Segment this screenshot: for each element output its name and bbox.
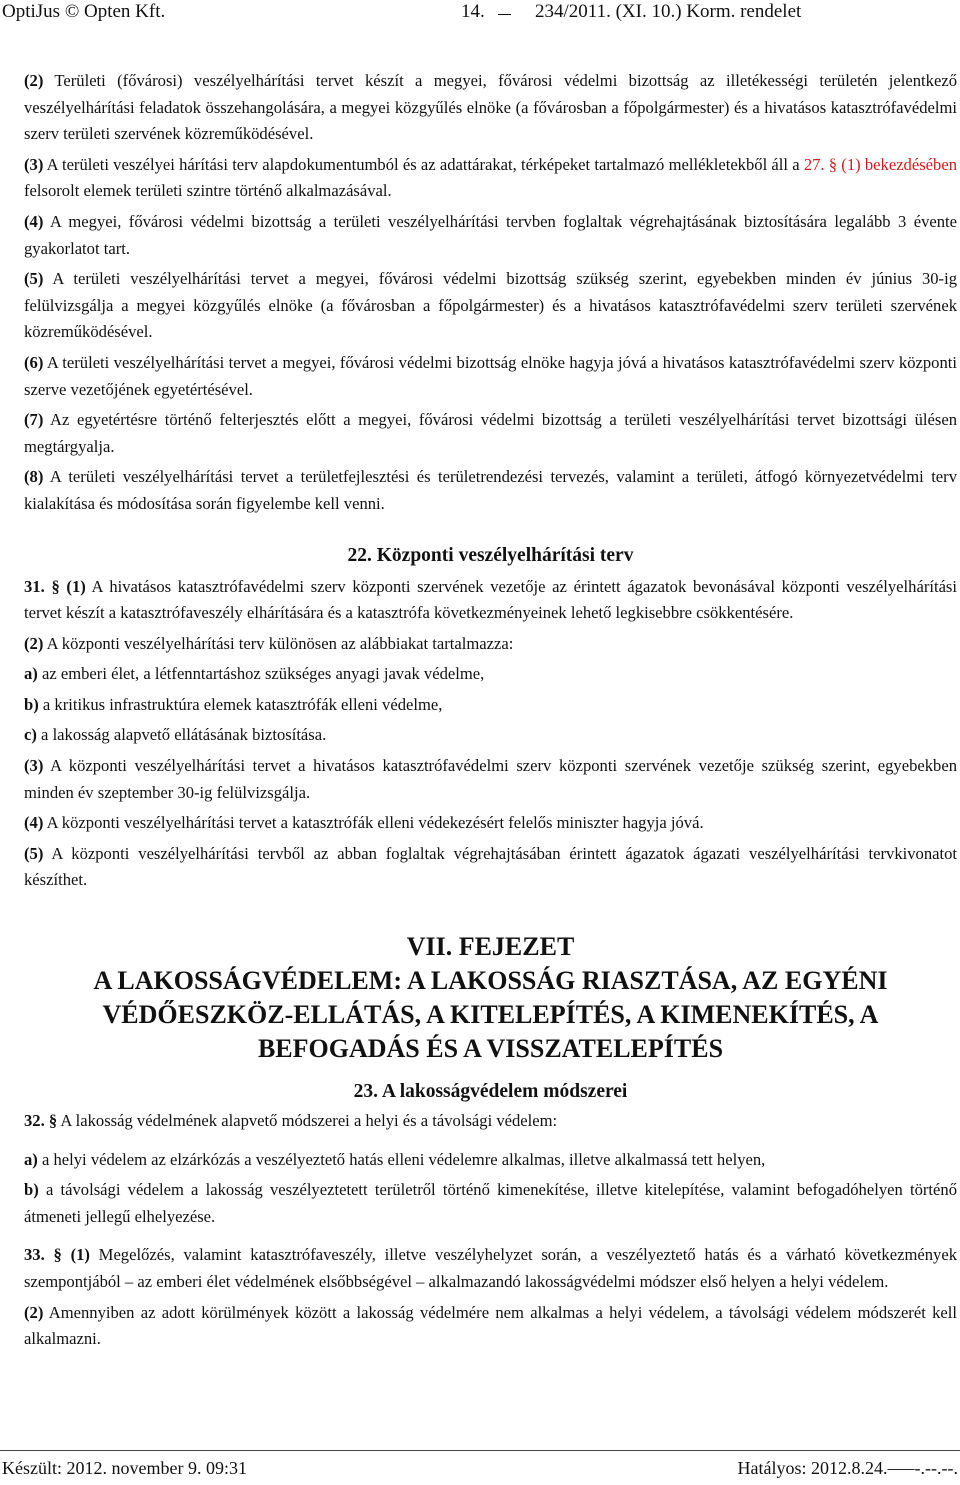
created-timestamp: Készült: 2012. november 9. 09:31 [2,1458,247,1478]
document-body [24,68,957,1357]
paragraph-number: 31. § (1) [24,576,86,596]
list-text: a távolsági védelem a lakosság veszélyeztetett területről történő kimenekítése, illetve kitelepítése, valamint befogadóhelyen történő átmeneti jellegű elhelyezése. [24,1180,957,1226]
paragraph-number: (5) [24,269,44,289]
list-text: a kritikus infrastruktúra elemek katasztrófák elleni védelme, [38,694,443,714]
publisher-label: OptiJus © Opten Kft. [2,1,166,22]
paragraph-text: Az egyetértésre történő felterjesztés előtt a megyei, fővárosi védelmi bizottság a területi veszélyelhárítási tervet bizottsági ülésen megtárgyalja. [24,410,957,456]
section-33-para-2 [24,1300,957,1353]
section-31-para-3 [24,753,957,806]
section-33-para-1 [24,1242,957,1295]
list-text: a lakosság alapvető ellátásának biztosítása. [36,725,327,745]
paragraph-number: 32. § [24,1111,58,1131]
list-marker: b) [24,694,39,714]
paragraph-number: (2) [24,71,44,90]
paragraph-text: Területi (fővárosi) veszélyelhárítási tervet készít a megyei, fővárosi védelmi bizottság az illetékességi területén jelentkező veszélyelhárítási feladatok összehangolására, a megyei közgyűlés elnöke (a fővárosban a főpolgármester) és a hivatásos katasztrófavédelmi szerv területi szervének közreműködésével. [24,71,957,144]
list-item-c [24,722,957,749]
act-reference: 234/2011. (XI. 10.) Korm. rendelet [535,1,802,22]
list-item-a [24,1147,957,1174]
paragraph-text: A területi veszélyei hárítási terv alapdokumentumból és az adattárakat, térképeket tartalmazó mellékletekből áll a [43,154,804,174]
paragraph-text: A megyei, fővárosi védelmi bizottság a területi veszélyelhárítási tervben foglaltak végrehajtásának biztosítására legalább 3 évente gyakorlatot tart. [24,211,957,258]
paragraph-text: A lakosság védelmének alapvető módszerei a helyi és a távolsági védelem: [57,1111,558,1131]
paragraph-text-after: felsorolt elemek területi szintre történő alkalmazásával. [24,181,392,201]
paragraph-text: Megelőzés, valamint katasztrófaveszély, illetve veszélyhelyzet során, a veszélyeztető hatás és a várható következmények szempontjából – az emberi élet védelmének elsőbbségével – alkalmazandó lakosságvédelmi módszer első helyen a helyi védelem. [24,1245,957,1291]
paragraph-text: Amennyiben az adott körülmények között a lakosság védelmére nem alkalmas a helyi védelem, a távolsági védelem módszerét kell alkalmazni. [24,1302,957,1349]
paragraph-number: (3) [24,756,44,776]
section-31-para-5 [24,841,957,894]
header-dash [498,14,511,15]
section-title-23: 23. A lakosságvédelem módszerei [353,1081,628,1103]
paragraph-text: A központi veszélyelhárítási tervből az abban foglaltak végrehajtásában érintett ágazatok ágazati veszélyelhárítási tervkivonatot készíthet. [24,843,957,890]
paragraph-text: A központi veszélyelhárítási tervet a katasztrófák elleni védekezésért felelős miniszter hagyja jóvá. [43,813,704,833]
paragraph-number: (5) [24,843,44,863]
list-marker: a) [24,1149,38,1169]
paragraph-text: A központi veszélyelhárítási terv különösen az alábbiakat tartalmazza: [43,633,514,653]
effective-date: Hatályos: 2012.8.24.–––-.--.--. [737,1458,958,1478]
list-text: a helyi védelem az elzárkózás a veszélyeztető hatás elleni védelemre alkalmas, illetve alkalmassá tett helyen, [37,1149,766,1169]
paragraph-number: (2) [24,633,44,653]
paragraph-7 [24,407,957,460]
paragraph-text: A hivatásos katasztrófavédelmi szerv központi szervének vezetője az érintett ágazatok bevonásával központi veszélyelhárítási tervet készít a katasztrófaveszély elhárítására és a katasztrófa következményeinek lehető legkisebbre csökkentésére. [24,576,957,623]
list-text: az emberi élet, a létfenntartáshoz szükséges anyagi javak védelme, [37,664,485,684]
list-marker: c) [24,725,37,745]
list-item-b [24,692,957,719]
paragraph-text: A központi veszélyelhárítási tervet a hivatásos katasztrófavédelmi szerv központi szervének vezetője szükség szerint, egyebekben minden év szeptember 30-ig felülvizsgálja. [24,756,957,802]
section-31-para-1 [24,574,957,627]
list-item-a [24,661,957,688]
paragraph-number: (3) [24,154,44,174]
paragraph-4 [24,209,957,262]
paragraph-number: (2) [24,1302,44,1322]
list-marker: b) [24,1180,39,1200]
paragraph-3 [24,152,957,205]
page-number: 14. [461,1,485,22]
paragraph-number: (8) [24,467,44,487]
paragraph-2 [24,68,957,148]
paragraph-number: (4) [24,211,44,231]
paragraph-number: (4) [24,813,44,833]
paragraph-number: 33. § (1) [24,1245,90,1265]
chapter-title: A LAKOSSÁGVÉDELEM: A LAKOSSÁG RIASZTÁSA, AZ EGYÉNI VÉDŐESZKÖZ-ELLÁTÁS, A KITELEPÍTÉS, A KIMENEKÍTÉS, A BEFOGADÁS ÉS A VISSZATELEPÍTÉS [93,966,888,1064]
section-title-22: 22. Központi veszélyelhárítási terv [347,544,634,566]
list-item-b [24,1177,957,1230]
list-marker: a) [24,664,38,684]
section-31-para-4 [24,810,957,837]
cross-reference-link[interactable]: 27. § (1) bekezdésében [803,154,958,174]
paragraph-5 [24,266,957,346]
paragraph-8 [24,464,957,517]
section-31-para-2 [24,631,957,658]
page-header [0,0,960,24]
chapter-number: VII. FEJEZET [406,932,575,962]
paragraph-number: (6) [24,352,44,372]
page-footer [0,1450,960,1485]
section-32-intro [24,1108,957,1135]
paragraph-text: A területi veszélyelhárítási tervet a megyei, fővárosi védelmi bizottság elnöke hagyja jóvá a hivatásos katasztrófavédelmi szerv központi szerve vezetőjének egyetértésével. [24,352,957,399]
paragraph-6 [24,350,957,403]
paragraph-text: A területi veszélyelhárítási tervet a megyei, fővárosi védelmi bizottság szükség szerint, egyebekben minden év június 30-ig felülvizsgálja a megyei közgyűlés elnöke (a fővárosban a főpolgármester) és a hivatásos katasztrófavédelmi szerv területi szervének közreműködésével. [24,269,957,342]
paragraph-number: (7) [24,410,44,430]
paragraph-text: A területi veszélyelhárítási tervet a területfejlesztési és területrendezési tervezés, valamint a területi, átfogó környezetvédelmi terv kialakítása és módosítása során figyelembe kell venni. [24,467,957,513]
